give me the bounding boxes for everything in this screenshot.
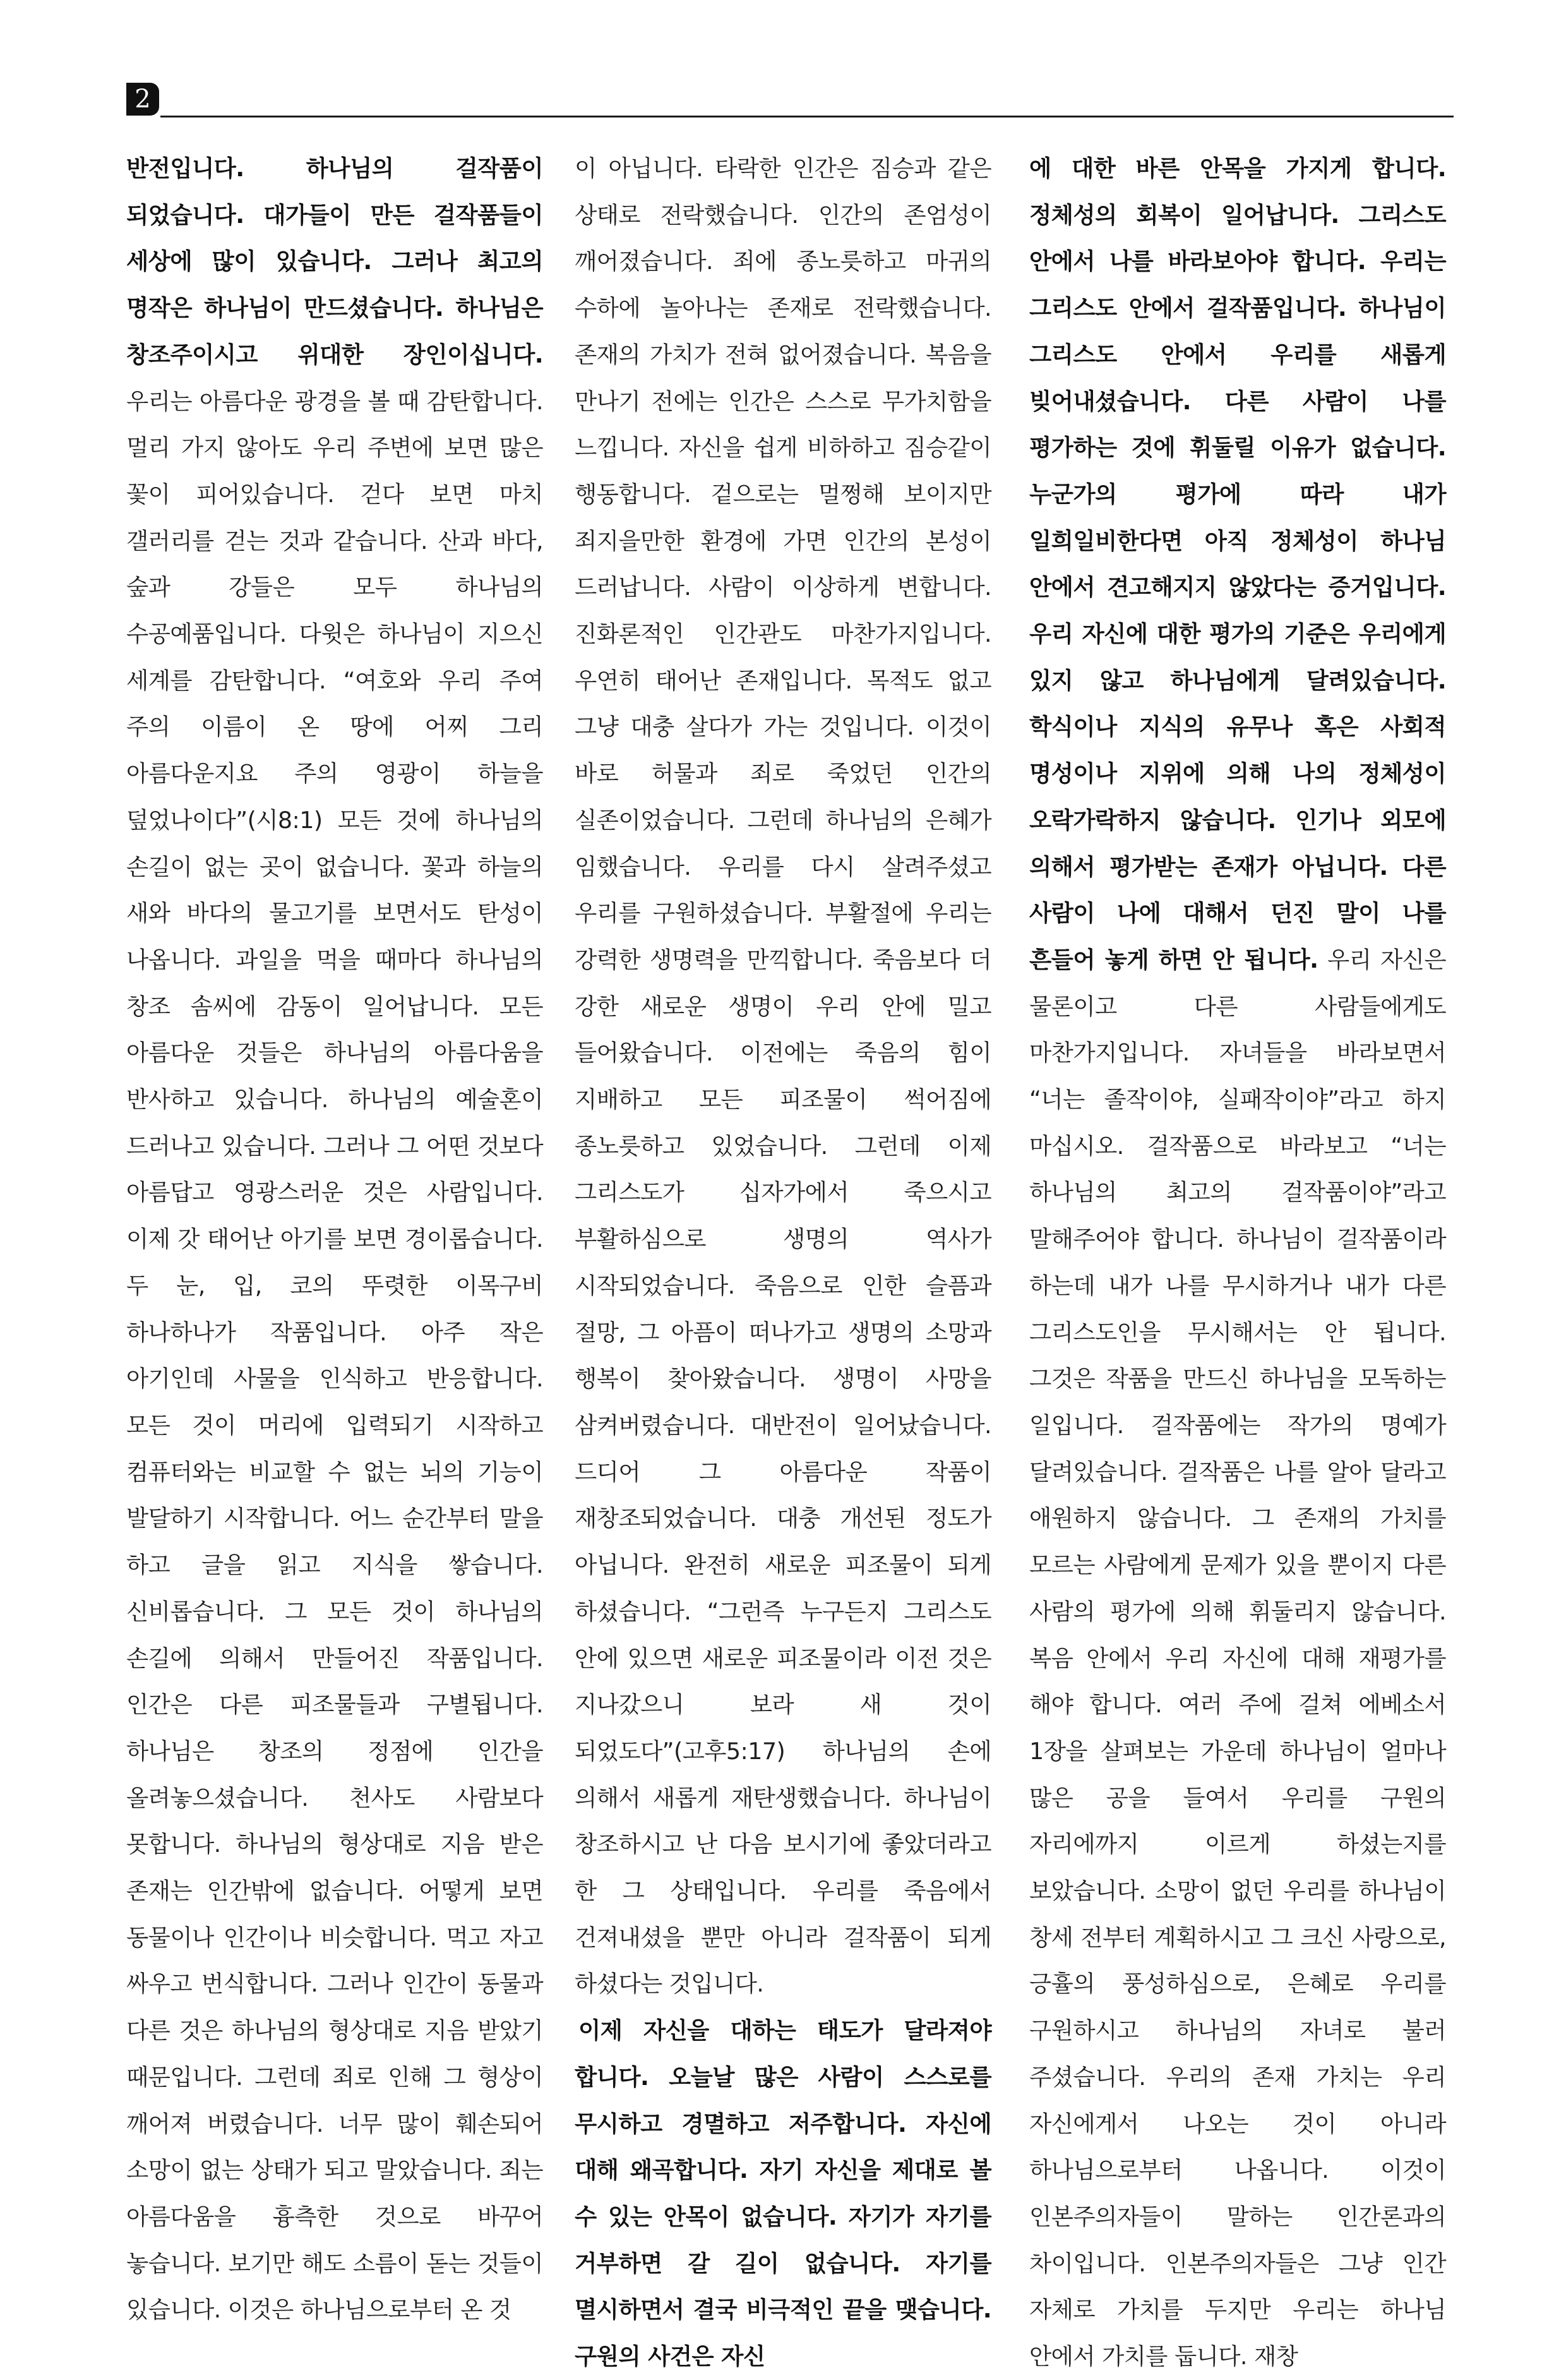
bold-text: 에 대한 바른 안목을 가지게 합니다. 정체성의 회복이 일어납니다. 그리스도 안에서 나를 바라보아야 합니다. 우리는 그리스도 안에서 걸작품입니다. 하나님이 그리스도 안에서 우리를 새롭게 빚어내셨습니다. 다른 사람이 나를 평가하는 것에 휘둘릴 이유가 없습니다. 누군가의 평가에 따라 내가 일희일비한다면 아직 정체성이 하나님 안에서 견고해지지 않았다는 증거입니다. 우리 자신에 대한 평가의 기준은 우리에게 있지 않고 하나님에게 달려있습니다. 학식이나 지식의 유무나 혹은 사회적 명성이나 지위에 의해 나의 정체성이 오락가락하지 않습니다. 인기나 외모에 의해서 평가받는 존재가 아닙니다. 다른 사람이 나에 대해서 던진 말이 나를 흔들어 놓게 하면 안 됩니다. — [1029, 155, 1446, 973]
bold-text: 반전입니다. 하나님의 걸작품이 되었습니다. 대가들이 만든 걸작품들이 세상에 많이 있습니다. 그러나 최고의 명작은 하나님이 만드셨습니다. 하나님은 창조주이시고 위대한 장인이십니다. — [126, 155, 543, 368]
paragraph — [126, 145, 543, 2333]
body-text: 우리 자신은 물론이고 다른 사람들에게도 마찬가지입니다. 자녀들을 바라보면서 “너는 졸작이야, 실패작이야”라고 하지 마십시오. 걸작품으로 바라보고 “너는 하나님의 최고의 걸작품이야”라고 말해주어야 합니다. 하나님이 걸작품이라 하는데 내가 나를 무시하거나 내가 다른 그리스도인을 무시해서는 안 됩니다. 그것은 작품을 만드신 하나님을 모독하는 일입니다. 걸작품에는 작가의 명예가 달려있습니다. 걸작품은 나를 알아 달라고 애원하지 않습니다. 그 존재의 가치를 모르는 사람에게 문제가 있을 뿐이지 다른 사람의 평가에 의해 휘둘리지 않습니다. 복음 안에서 우리 자신에 대해 재평가를 해야 합니다. 여러 주에 걸쳐 에베소서 1장을 살펴보는 가운데 하나님이 얼마나 많은 공을 들여서 우리를 구원의 자리에까지 이르게 하셨는지를 보았습니다. 소망이 없던 우리를 하나님이 창세 전부터 계획하시고 그 크신 사랑으로, 긍휼의 풍성하심으로, 은혜로 우리를 구원하시고 하나님의 자녀로 불러 주셨습니다. 우리의 존재 가치는 우리 자신에게서 나오는 것이 아니라 하나님으로부터 나옵니다. 이것이 인본주의자들이 말하는 인간론과의 차이입니다. 인본주의자들은 그냥 인간 자체로 가치를 두지만 우리는 하나님 안에서 가치를 둡니다. 재창 — [1029, 946, 1446, 2371]
header-rule — [160, 116, 1454, 117]
text-column-2 — [575, 145, 991, 2371]
bold-text: 이제 자신을 대하는 태도가 달라져야 합니다. 오늘날 많은 사람이 스스로를 무시하고 경멸하고 저주합니다. 자신에 대해 왜곡합니다. 자기 자신을 제대로 볼 수 있는 안목이 없습니다. 자기가 자기를 거부하면 갈 길이 없습니다. 자기를 멸시하면서 결국 비극적인 끝을 맺습니다. 구원의 사건은 자신 — [575, 2017, 991, 2371]
body-text: 이 아닙니다. 타락한 인간은 짐승과 같은 상태로 전락했습니다. 인간의 존엄성이 깨어졌습니다. 죄에 종노릇하고 마귀의 수하에 놀아나는 존재로 전락했습니다. 존재의 가치가 전혀 없어졌습니다. 복음을 만나기 전에는 인간은 스스로 무가치함을 느낍니다. 자신을 쉽게 비하하고 짐승같이 행동합니다. 겉으로는 멀쩡해 보이지만 죄지을만한 환경에 가면 인간의 본성이 드러납니다. 사람이 이상하게 변합니다. 진화론적인 인간관도 마찬가지입니다. 우연히 태어난 존재입니다. 목적도 없고 그냥 대충 살다가 가는 것입니다. 이것이 바로 허물과 죄로 죽었던 인간의 실존이었습니다. 그런데 하나님의 은혜가 임했습니다. 우리를 다시 살려주셨고 우리를 구원하셨습니다. 부활절에 우리는 강력한 생명력을 만끽합니다. 죽음보다 더 강한 새로운 생명이 우리 안에 밀고 들어왔습니다. 이전에는 죽음의 힘이 지배하고 모든 피조물이 썩어짐에 종노릇하고 있었습니다. 그런데 이제 그리스도가 십자가에서 죽으시고 부활하심으로 생명의 역사가 시작되었습니다. 죽음으로 인한 슬픔과 절망, 그 아픔이 떠나가고 생명의 소망과 행복이 찾아왔습니다. 생명이 사망을 삼켜버렸습니다. 대반전이 일어났습니다. 드디어 그 아름다운 작품이 재창조되었습니다. 대충 개선된 정도가 아닙니다. 완전히 새로운 피조물이 되게 하셨습니다. “그런즉 누구든지 그리스도 안에 있으면 새로운 피조물이라 이전 것은 지나갔으니 보라 새 것이 되었도다”(고후5:17) 하나님의 손에 의해서 새롭게 재탄생했습니다. 하나님이 창조하시고 난 다음 보시기에 좋았더라고 한 그 상태입니다. 우리를 죽음에서 건져내셨을 뿐만 아니라 걸작품이 되게 하셨다는 것입니다. — [575, 155, 991, 1998]
text-column-3 — [1029, 145, 1446, 2371]
paragraph — [575, 2007, 991, 2380]
body-text: 우리는 아름다운 광경을 볼 때 감탄합니다. 멀리 가지 않아도 우리 주변에 보면 많은 꽃이 피어있습니다. 걷다 보면 마치 갤러리를 걷는 것과 같습니다. 산과 바다, 숲과 강들은 모두 하나님의 수공예품입니다. 다윗은 하나님이 지으신 세계를 감탄합니다. “여호와 우리 주여 주의 이름이 온 땅에 어찌 그리 아름다운지요 주의 영광이 하늘을 덮었나이다”(시8:1) 모든 것에 하나님의 손길이 없는 곳이 없습니다. 꽃과 하늘의 새와 바다의 물고기를 보면서도 탄성이 나옵니다. 과일을 먹을 때마다 하나님의 창조 솜씨에 감동이 일어납니다. 모든 아름다운 것들은 하나님의 아름다움을 반사하고 있습니다. 하나님의 예술혼이 드러나고 있습니다. 그러나 그 어떤 것보다 아름답고 영광스러운 것은 사람입니다. 이제 갓 태어난 아기를 보면 경이롭습니다. 두 눈, 입, 코의 뚜렷한 이목구비 하나하나가 작품입니다. 아주 작은 아기인데 사물을 인식하고 반응합니다. 모든 것이 머리에 입력되기 시작하고 컴퓨터와는 비교할 수 없는 뇌의 기능이 발달하기 시작합니다. 어느 순간부터 말을 하고 글을 읽고 지식을 쌓습니다. 신비롭습니다. 그 모든 것이 하나님의 손길에 의해서 만들어진 작품입니다. 인간은 다른 피조물들과 구별됩니다. 하나님은 창조의 정점에 인간을 올려놓으셨습니다. 천사도 사람보다 못합니다. 하나님의 형상대로 지음 받은 존재는 인간밖에 없습니다. 어떻게 보면 동물이나 인간이나 비슷합니다. 먹고 자고 싸우고 번식합니다. 그러나 인간이 동물과 다른 것은 하나님의 형상대로 지음 받았기 때문입니다. 그런데 죄로 인해 그 형상이 깨어져 버렸습니다. 너무 많이 훼손되어 소망이 없는 상태가 되고 말았습니다. 죄는 아름다움을 흉측한 것으로 바꾸어 놓습니다. 보기만 해도 소름이 돋는 것들이 있습니다. 이것은 하나님으로부터 온 것 — [126, 387, 543, 2324]
text-column-1 — [126, 145, 543, 2324]
page-number: 2 — [126, 83, 159, 116]
paragraph — [575, 145, 991, 2007]
paragraph — [1029, 145, 1446, 2380]
